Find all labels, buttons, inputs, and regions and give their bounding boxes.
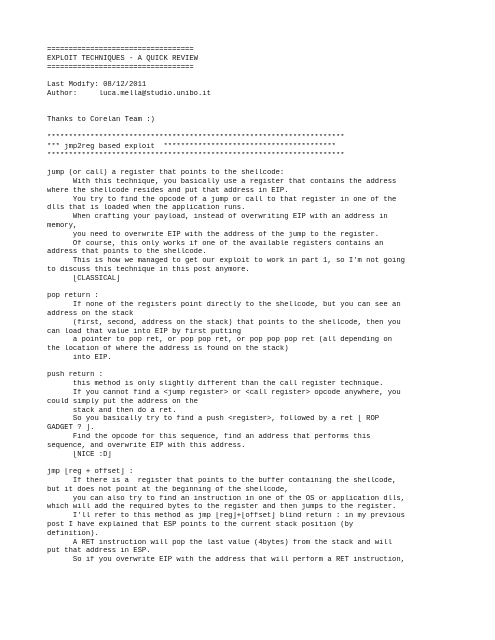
section-text-line: which will add the required bytes to the register and then jumps to the register. <box>47 503 397 512</box>
spacer <box>47 363 447 372</box>
section-text-line: You try to find the opcode of a jump or call to that register in one of the <box>47 195 397 204</box>
section-heading: jump (or call) a register that points to the shellcode: <box>47 169 285 178</box>
spacer <box>47 99 447 108</box>
spacer <box>47 108 447 117</box>
section-text-line: If none of the registers point directly to the shellcode, but you can see an <box>47 301 401 310</box>
thanks-line: Thanks to Corelan Team :) <box>47 116 155 125</box>
section-text-line: Of course, this only works if one of the available registers contains an <box>47 239 384 248</box>
section-text-line: address on the stack <box>47 309 134 318</box>
spacer <box>47 160 447 169</box>
section-text-line: GADGET ? ]. <box>47 424 95 433</box>
section-text-line: to discuss this technique in this post anymore. <box>47 265 250 274</box>
section-text-line: definition). <box>47 529 99 538</box>
spacer <box>47 72 447 81</box>
section-text-line: With this technique, you basically use a register that contains the address <box>47 177 397 186</box>
section-block <box>47 468 447 565</box>
section-text-line: So if you overwrite EIP with the address that will perform a RET instruction, <box>47 556 405 565</box>
section-text-line: but it does not point at the beginning of the shellcode, <box>47 485 289 494</box>
section-heading: push return : <box>47 371 104 380</box>
author-line: Author: luca.mella@studio.unibo.it <box>47 89 211 98</box>
section-text-line: A RET instruction will pop the last value (4bytes) from the stack and will <box>47 538 393 547</box>
section-text-line: [CLASSICAL] <box>47 274 121 283</box>
section-banner-title: *** jmp2reg based exploit **************************************** <box>47 142 336 151</box>
section-text-line: If there is a register that points to the buffer containing the shellcode, <box>47 477 397 486</box>
section-text-line: you need to overwrite EIP with the address of the jump to the register. <box>47 230 380 239</box>
document-title: EXPLOIT TECHNIQUES - A QUICK REVIEW <box>47 54 198 63</box>
section-text-line: a pointer to pop ret, or pop pop ret, or pop pop pop ret (all depending on <box>47 336 393 345</box>
header-rule-bottom: ================================== <box>47 63 194 72</box>
section-text-line: can load that value into EIP by first putting <box>47 327 242 336</box>
section-text-line: the location of where the address is found on the stack) <box>47 345 289 354</box>
section-heading: pop return : <box>47 292 99 301</box>
section-text-line: put that address in ESP. <box>47 547 151 556</box>
section-text-line: this method is only slightly different than the call register technique. <box>47 380 384 389</box>
section-text-line: This is how we managed to get our exploit to work in part 1, so I'm not going <box>47 257 405 266</box>
section-text-line: If you cannot find a <jump register> or <call register> opcode anywhere, you <box>47 389 401 398</box>
section-text-line: could simply put the address on the <box>47 397 198 406</box>
section-block <box>47 371 447 459</box>
section-text-line: When crafting your payload, instead of overwriting EIP with an address in <box>47 213 388 222</box>
sections-container <box>47 169 447 565</box>
section-block <box>47 169 447 283</box>
section-text-line: post I have explained that ESP points to the current stack position (by <box>47 521 354 530</box>
section-text-line: So you basically try to find a push <register>, followed by a ret [ ROP <box>47 415 380 424</box>
section-text-line: into EIP. <box>47 353 112 362</box>
section-text-line: I'll refer to this method as jmp [reg]+[offset] blind return : in my previous <box>47 512 405 521</box>
section-text-line: sequence, and overwrite EIP with this address. <box>47 441 246 450</box>
section-text-line: dlls that is loaded when the application runs. <box>47 204 246 213</box>
section-text-line: stack and then do a ret. <box>47 406 177 415</box>
section-block <box>47 292 447 362</box>
section-text-line: [NICE :D] <box>47 450 112 459</box>
section-text-line: address that points to the shellcode. <box>47 248 207 257</box>
document-body <box>47 46 447 565</box>
section-text-line: (first, second, address on the stack) that points to the shellcode, then you <box>47 318 401 327</box>
section-text-line: you can also try to find an instruction in one of the OS or application dlls, <box>47 494 405 503</box>
spacer <box>47 284 447 293</box>
banner-rule-bottom: ********************************************************************* <box>47 151 345 160</box>
spacer <box>47 459 447 468</box>
last-modify-line: Last Modify: 08/12/2011 <box>47 81 147 90</box>
header-rule-top: ================================== <box>47 46 194 54</box>
banner-rule-top: ********************************************************************* <box>47 133 345 142</box>
section-heading: jmp [reg + offset] : <box>47 468 134 477</box>
section-text-line: memory, <box>47 221 78 230</box>
spacer <box>47 125 447 134</box>
section-text-line: where the shellcode resides and put that address in EIP. <box>47 186 289 195</box>
section-text-line: Find the opcode for this sequence, find an address that performs this <box>47 433 371 442</box>
